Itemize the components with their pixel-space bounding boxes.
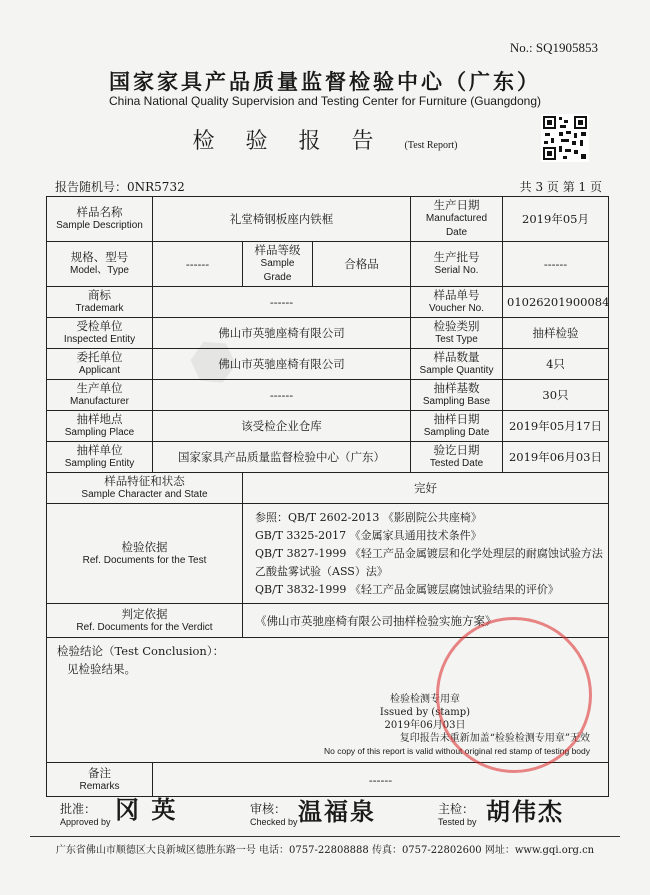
label-cell: 生产日期 Manufactured Date: [411, 197, 503, 242]
trademark-value: ------: [153, 287, 411, 318]
inspected-value: 佛山市英驰座椅有限公司: [153, 318, 411, 349]
watermark-logo-icon: ⬢: [176, 322, 251, 401]
sdate-value: 2019年05月17日: [503, 411, 609, 442]
verdict-value: 《佛山市英驰座椅有限公司抽样检验实施方案》: [243, 604, 609, 638]
table-row: [47, 411, 609, 442]
table-row: [47, 349, 609, 380]
ref-line: QB/T 3832-1999 《轻工产品金属镀层腐蚀试验结果的评价》: [255, 582, 559, 596]
table-row: [47, 242, 609, 287]
table-row: [47, 197, 609, 242]
voucher-value: 01026201900084: [503, 287, 609, 318]
table-row: [47, 504, 609, 604]
official-seal-icon: [436, 617, 592, 773]
quantity-value: 4只: [503, 349, 609, 380]
manufacturer-value: ------: [153, 380, 411, 411]
doc-title-cn: 检 验 报 告: [192, 129, 386, 154]
serial-value: ------: [503, 242, 609, 287]
table-row: [47, 380, 609, 411]
remarks-value: ------: [153, 763, 609, 797]
table-row: [47, 287, 609, 318]
checked-signature: 温福泉: [298, 797, 376, 826]
center-title-cn: 国家家具产品质量监督检验中心（广东）: [109, 69, 541, 94]
label-cell: 抽样日期 Sampling Date: [411, 411, 503, 442]
footer-divider: [30, 836, 620, 837]
label-cell: 样品单号 Voucher No.: [411, 287, 503, 318]
conclusion-label: 检验结论（Test Conclusion）：: [57, 644, 225, 658]
label-cell: 验讫日期 Tested Date: [411, 442, 503, 473]
center-title-en: China National Quality Supervision and Testing Center for Furniture (Guangdong): [108, 94, 542, 108]
issue-date: 2019年06月03日: [384, 720, 466, 731]
ref-line: GB/T 3325-2017 《金属家具通用技术条件》: [255, 528, 482, 542]
label-cell: 检验依据 Ref. Documents for the Test: [47, 504, 243, 604]
label-cell: 样品特征和状态 Sample Character and State: [47, 473, 243, 504]
tested-label: 主检： Tested by: [438, 802, 477, 827]
report-number: No.: SQ1905853: [509, 40, 598, 55]
doc-title-en: (Test Report): [404, 140, 458, 151]
sentity-value: 国家家具产品质量监督检验中心（广东）: [153, 442, 411, 473]
approved-signature: 冈 英: [115, 795, 178, 824]
testtype-value: 抽样检验: [503, 318, 609, 349]
table-row: [47, 318, 609, 349]
ref-line: QB/T 3827-1999 《轻工产品金属镀层和化学处理层的耐腐蚀试验方法: [255, 546, 603, 560]
label-cell: 生产单位 Manufacturer: [47, 380, 153, 411]
label-cell: 抽样基数 Sampling Base: [411, 380, 503, 411]
qr-code-icon: [541, 114, 589, 162]
mfg-date-value: 2019年05月: [503, 197, 609, 242]
model-value: ------: [153, 242, 243, 287]
base-value: 30只: [503, 380, 609, 411]
ref-line: 参照：QB/T 2602-2013 《影剧院公共座椅》: [255, 510, 482, 524]
random-number: 报告随机号：0NR5732: [55, 180, 185, 194]
table-row: [47, 442, 609, 473]
approved-label: 批准： Approved by: [60, 802, 111, 827]
copy-notice-en: No copy of this report is valid without original red stamp of testing body: [324, 746, 590, 756]
footer-address: 广东省佛山市顺德区大良新城区德胜东路一号 电话：0757-22808888 传真：0757-22802600 网址：www.gqi.org.cn: [55, 845, 595, 856]
page-count: 共 3 页 第 1 页: [519, 180, 602, 194]
label-cell: 商标 Trademark: [47, 287, 153, 318]
place-value: 该受检企业仓库: [153, 411, 411, 442]
conclusion-text: 见检验结果。: [67, 662, 136, 676]
state-value: 完好: [243, 473, 609, 504]
label-cell: 抽样地点 Sampling Place: [47, 411, 153, 442]
tested-value: 2019年06月03日: [503, 442, 609, 473]
copy-notice-cn: 复印报告未重新加盖“检验检测专用章”无效: [399, 733, 590, 744]
refs-list: [243, 504, 609, 604]
issued-by: Issued by (stamp): [379, 707, 471, 718]
table-row: [47, 473, 609, 504]
checked-label: 审核： Checked by: [250, 802, 298, 827]
applicant-value: 佛山市英驰座椅有限公司: [153, 349, 411, 380]
label-cell: 备注 Remarks: [47, 763, 153, 797]
label-cell: 样品名称 Sample Description: [47, 197, 153, 242]
label-cell: 判定依据 Ref. Documents for the Verdict: [47, 604, 243, 638]
label-cell: 检验类别 Test Type: [411, 318, 503, 349]
label-cell: 委托单位 Applicant: [47, 349, 153, 380]
ref-line: 乙酸盐雾试验（ASS）法》: [255, 564, 388, 578]
label-cell: 抽样单位 Sampling Entity: [47, 442, 153, 473]
sample-desc-value: 礼堂椅钢板座内铁框: [153, 197, 411, 242]
grade-value: 合格品: [313, 242, 411, 287]
tested-signature: 胡伟杰: [486, 797, 564, 826]
stamp-label: 检验检测专用章: [390, 694, 460, 705]
label-cell: 生产批号 Serial No.: [411, 242, 503, 287]
label-cell: 样品等级 Sample Grade: [243, 242, 313, 287]
label-cell: 样品数量 Sample Quantity: [411, 349, 503, 380]
label-cell: 规格、型号 Model、Type: [47, 242, 153, 287]
label-cell: 受检单位 Inspected Entity: [47, 318, 153, 349]
